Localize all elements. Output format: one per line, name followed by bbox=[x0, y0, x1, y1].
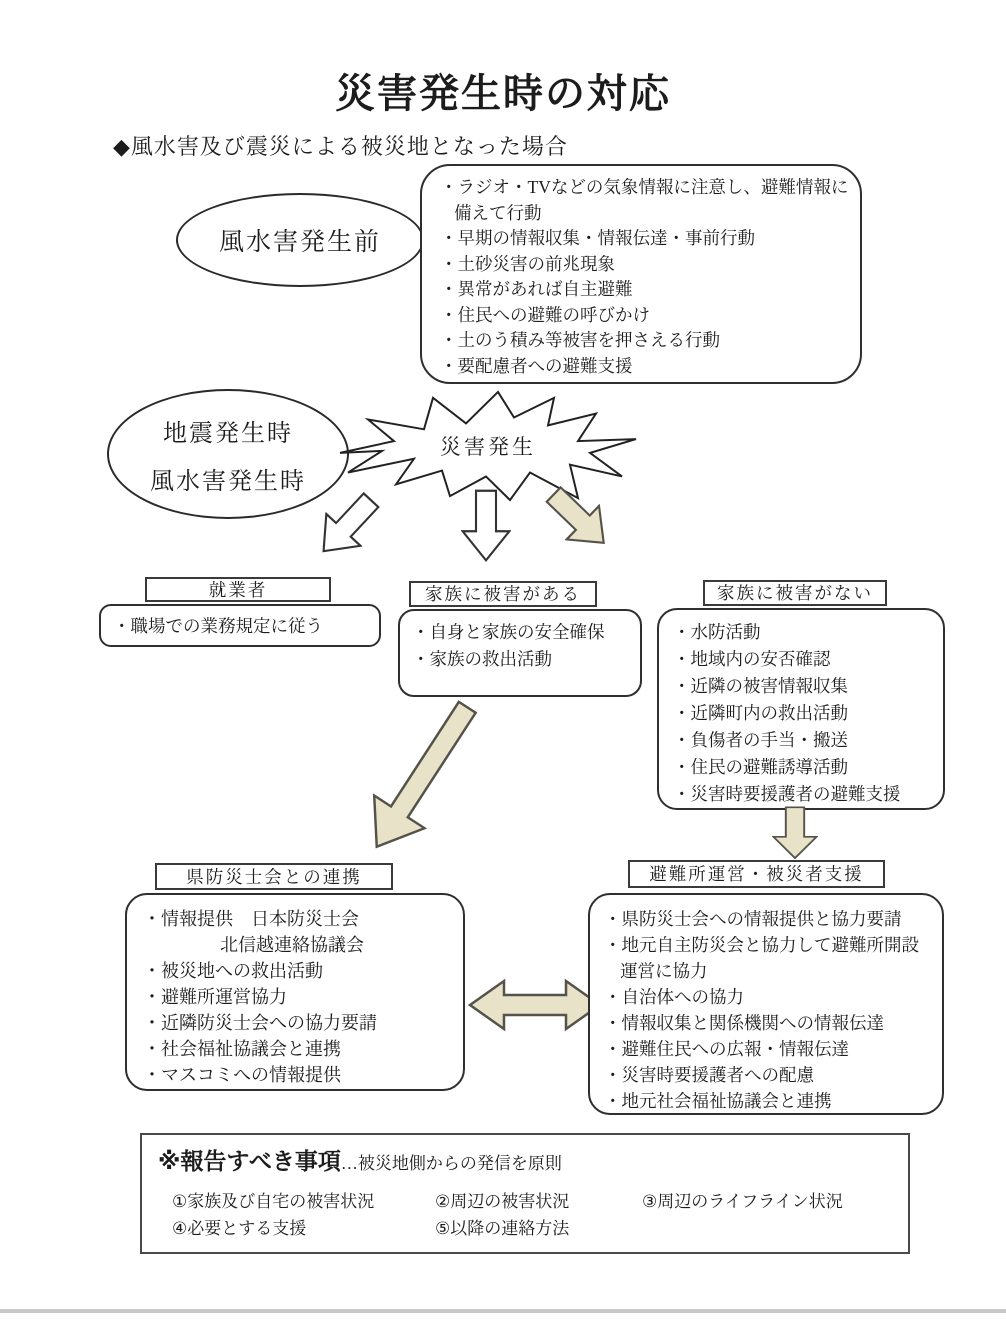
family-safe-box bbox=[657, 608, 945, 810]
shelter-support-box bbox=[588, 893, 944, 1115]
report-items-box bbox=[140, 1133, 910, 1254]
arrow-down-icon bbox=[461, 489, 511, 563]
section-heading: ◆風水害及び震災による被災地となった場合 bbox=[113, 134, 568, 159]
list-item: ・災害時要援護者への配慮 bbox=[604, 1065, 814, 1085]
list-item: ・地域内の安否確認 bbox=[673, 649, 831, 669]
report-item-1: ①家族及び自宅の被害状況 bbox=[172, 1192, 375, 1211]
report-item-2: ②周辺の被害状況 bbox=[435, 1192, 570, 1211]
list-item: ・避難所運営協力 bbox=[143, 987, 287, 1007]
pre-flood-ellipse bbox=[176, 193, 424, 287]
workers-box bbox=[99, 604, 381, 647]
report-item-5: ⑤以降の連絡方法 bbox=[435, 1219, 570, 1238]
list-item: ・住民への避難の呼びかけ bbox=[440, 304, 650, 325]
report-item-3: ③周辺のライフライン状況 bbox=[642, 1192, 843, 1211]
family-damaged-box bbox=[398, 609, 642, 697]
occurrence-line1: 地震発生時 bbox=[163, 420, 293, 447]
report-rows bbox=[172, 1188, 908, 1242]
page-title: 災害発生時の対応 bbox=[335, 71, 671, 116]
list-item: ・職場での業務規定に従う bbox=[113, 616, 323, 636]
report-item-4: ④必要とする支援 bbox=[172, 1219, 307, 1238]
list-item: ・自身と家族の安全確保 bbox=[412, 622, 605, 642]
arrow-down-shelter-icon bbox=[772, 806, 818, 860]
list-item: ・情報収集と関係機関への情報伝達 bbox=[604, 1013, 884, 1033]
list-item: ・被災地への救出活動 bbox=[143, 961, 323, 981]
list-item: ・早期の情報収集・情報伝達・事前行動 bbox=[440, 228, 755, 248]
list-item: ・土のう積み等被害を押さえる行動 bbox=[440, 330, 720, 350]
list-item: ・地元自主防災会と協力して避難所開設 bbox=[604, 935, 919, 955]
page-bottom-edge bbox=[0, 1309, 1006, 1313]
report-title-note: …被災地側からの発信を原則 bbox=[340, 1154, 562, 1173]
list-item: 運営に協力 bbox=[620, 961, 708, 981]
list-item: ・災害時要援護者の避難支援 bbox=[673, 784, 901, 804]
disaster-burst-label: 災害発生 bbox=[440, 435, 536, 459]
list-item: ・避難住民への広報・情報伝達 bbox=[604, 1039, 849, 1059]
occurrence-line2: 風水害発生時 bbox=[150, 468, 306, 495]
pre-flood-label: 風水害発生前 bbox=[218, 229, 381, 256]
list-item: ・近隣防災士会への協力要請 bbox=[143, 1013, 377, 1033]
list-item: ・水防活動 bbox=[673, 622, 761, 642]
list-item: 北信越連絡協議会 bbox=[220, 935, 364, 955]
report-title bbox=[158, 1143, 908, 1176]
list-item: ・家族の救出活動 bbox=[412, 649, 552, 669]
list-item: ・マスコミへの情報提供 bbox=[143, 1065, 341, 1085]
list-item: ・要配慮者への避難支援 bbox=[440, 355, 633, 376]
list-item: ・異常があれば自主避難 bbox=[440, 279, 633, 299]
list-item: ・住民の避難誘導活動 bbox=[673, 757, 848, 777]
list-item: 備えて行動 bbox=[454, 202, 542, 223]
arrow-long-down-left-icon bbox=[349, 688, 495, 865]
list-item: ・情報提供 日本防災士会 bbox=[143, 909, 359, 929]
list-item: ・地元社会福祉協議会と連携 bbox=[604, 1091, 832, 1111]
list-item: ・負傷者の手当・搬送 bbox=[673, 730, 848, 750]
workers-header: 就業者 bbox=[145, 577, 331, 602]
list-item: ・県防災士会への情報提供と協力要請 bbox=[604, 909, 902, 929]
family-damaged-header: 家族に被害がある bbox=[409, 581, 597, 607]
shelter-support-header: 避難所運営・被災者支援 bbox=[628, 860, 885, 888]
prefecture-assoc-box bbox=[125, 893, 465, 1091]
arrow-double-horizontal-icon bbox=[468, 976, 602, 1034]
list-item: ・土砂災害の前兆現象 bbox=[440, 253, 615, 274]
list-item: ・自治体への協力 bbox=[604, 987, 744, 1007]
prefecture-assoc-header: 県防災士会との連携 bbox=[155, 863, 393, 890]
pre-flood-actions-box bbox=[420, 164, 862, 384]
report-title-emphasis: ※報告すべき事項 bbox=[158, 1148, 341, 1174]
list-item: ・近隣の被害情報収集 bbox=[673, 676, 848, 696]
list-item: ・近隣町内の救出活動 bbox=[673, 703, 848, 723]
list-item: ・社会福祉協議会と連携 bbox=[143, 1039, 341, 1059]
report-row-2 bbox=[172, 1215, 908, 1242]
list-item: ・ラジオ・TVなどの気象情報に注意し、避難情報に bbox=[440, 177, 849, 197]
family-safe-header: 家族に被害がない bbox=[703, 580, 887, 606]
occurrence-ellipse bbox=[107, 389, 349, 519]
report-row-1 bbox=[172, 1188, 908, 1215]
